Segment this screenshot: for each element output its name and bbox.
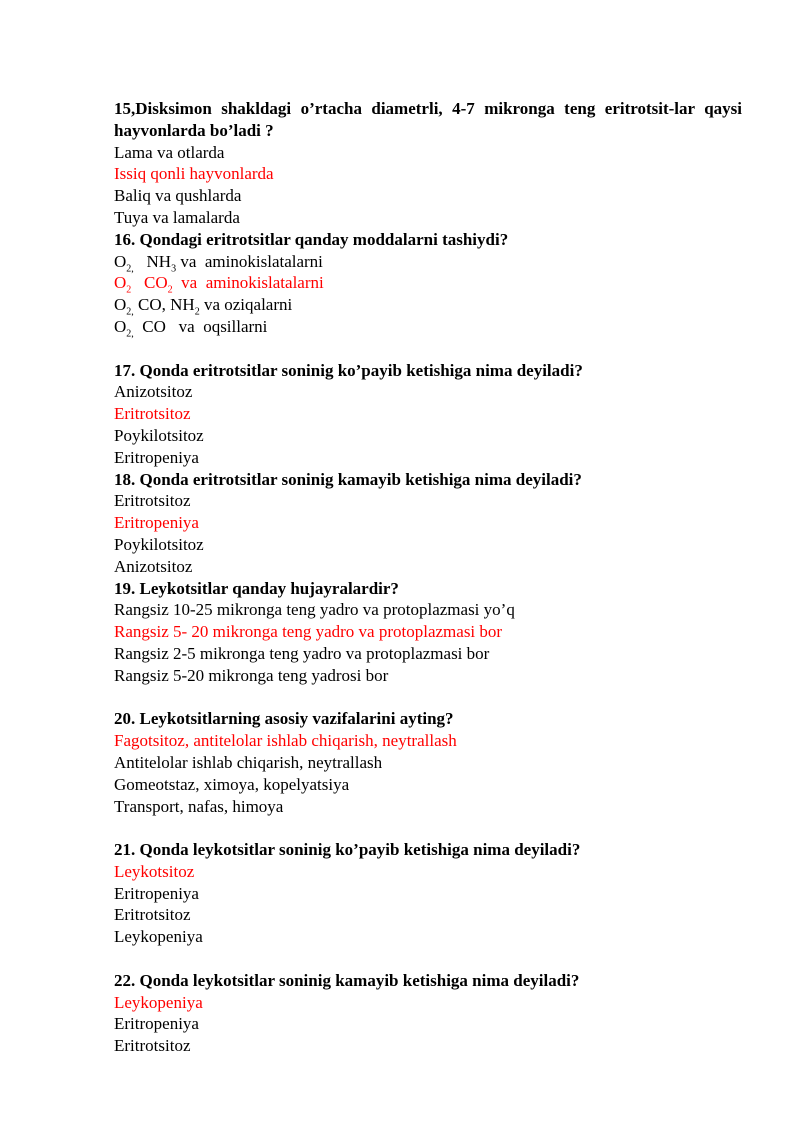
correct-answer-option: Rangsiz 5- 20 mikronga teng yadro va protoplazmasi bor	[114, 622, 503, 642]
correct-answer-option: Issiq qonli hayvonlarda	[114, 164, 274, 184]
question-16	[114, 229, 742, 338]
correct-answer-option	[114, 272, 742, 294]
formula-part: O	[114, 251, 127, 271]
correct-answer-option: Eritropeniya	[114, 513, 199, 533]
answer-option: Rangsiz 5-20 mikronga teng yadrosi bor	[114, 665, 389, 685]
answer-option: Lama va otlarda	[114, 142, 225, 162]
question-20	[114, 708, 742, 817]
answer-option: Leykopeniya	[114, 927, 203, 947]
answer-option: Eritropeniya	[114, 883, 199, 903]
question-title: 22. Qonda leykotsitlar soninig kamayib ketishiga nima deyiladi?	[114, 970, 580, 990]
question-title: 20. Leykotsitlarning asosiy vazifalarini ayting?	[114, 709, 454, 729]
formula-subscript: 2	[194, 306, 200, 318]
blank-line	[114, 687, 742, 709]
question-title: 18. Qonda eritrotsitlar soninig kamayib ketishiga nima deyiladi?	[114, 469, 582, 489]
formula-part: va aminokislatalarni	[172, 273, 324, 293]
answer-option: Baliq va qushlarda	[114, 186, 242, 206]
correct-answer-option: Fagotsitoz, antitelolar ishlab chiqarish, neytrallash	[114, 731, 457, 751]
document-page	[114, 98, 742, 1057]
formula-subscript: 2	[126, 284, 132, 296]
answer-option: Poykilotsitoz	[114, 534, 204, 554]
formula-part: O	[114, 295, 127, 315]
answer-option: Tuya va lamalarda	[114, 207, 240, 227]
answer-option	[114, 251, 742, 273]
formula-part: va aminokislatalarni	[176, 251, 323, 271]
formula-part: O	[114, 316, 127, 336]
question-title: 21. Qonda leykotsitlar soninig ko’payib ketishiga nima deyiladi?	[114, 840, 581, 860]
answer-option: Rangsiz 10-25 mikronga teng yadro va protoplazmasi yo’q	[114, 600, 515, 620]
question-title: 15,Disksimon shakldagi o’rtacha diametrli, 4-7 mikronga teng eritrotsit-lar qaysi hayvonlarda bo’ladi ?	[114, 99, 742, 140]
blank-line	[114, 948, 742, 970]
formula-subscript: 2,	[126, 262, 134, 274]
question-21	[114, 839, 742, 948]
formula-part: CO	[131, 273, 168, 293]
answer-option: Gomeotstaz, ximoya, kopelyatsiya	[114, 774, 350, 794]
formula-part: NH	[133, 251, 172, 271]
question-title: 19. Leykotsitlar qanday hujayralardir?	[114, 578, 399, 598]
question-18	[114, 469, 742, 578]
formula-part: CO, NH	[133, 295, 195, 315]
answer-option: Anizotsitoz	[114, 556, 193, 576]
question-17	[114, 360, 742, 469]
formula-part: va oziqalarni	[199, 295, 293, 315]
answer-option: Rangsiz 2-5 mikronga teng yadro va protoplazmasi bor	[114, 643, 490, 663]
formula-part: O	[114, 273, 127, 293]
answer-option: Eritrotsitoz	[114, 1036, 191, 1056]
blank-line	[114, 817, 742, 839]
answer-option: Eritrotsitoz	[114, 905, 191, 925]
answer-option: Transport, nafas, himoya	[114, 796, 284, 816]
correct-answer-option: Leykopeniya	[114, 992, 203, 1012]
formula-subscript: 2	[167, 284, 173, 296]
answer-option	[114, 316, 742, 338]
formula-subscript: 3	[171, 262, 177, 274]
question-22	[114, 970, 742, 1057]
question-15	[114, 98, 742, 229]
answer-option: Eritropeniya	[114, 1014, 199, 1034]
answer-option: Poykilotsitoz	[114, 425, 204, 445]
answer-option	[114, 294, 742, 316]
correct-answer-option: Eritrotsitoz	[114, 404, 191, 424]
answer-option: Antitelolar ishlab chiqarish, neytrallash	[114, 752, 383, 772]
correct-answer-option: Leykotsitoz	[114, 861, 195, 881]
answer-option: Anizotsitoz	[114, 382, 193, 402]
formula-part: CO va oqsillarni	[133, 316, 268, 336]
answer-option: Eritropeniya	[114, 447, 199, 467]
answer-option: Eritrotsitoz	[114, 491, 191, 511]
formula-subscript: 2,	[126, 306, 134, 318]
formula-subscript: 2,	[126, 328, 134, 340]
question-title: 16. Qondagi eritrotsitlar qanday moddalarni tashiydi?	[114, 229, 509, 249]
blank-line	[114, 338, 742, 360]
question-title: 17. Qonda eritrotsitlar soninig ko’payib ketishiga nima deyiladi?	[114, 360, 583, 380]
question-19	[114, 578, 742, 687]
